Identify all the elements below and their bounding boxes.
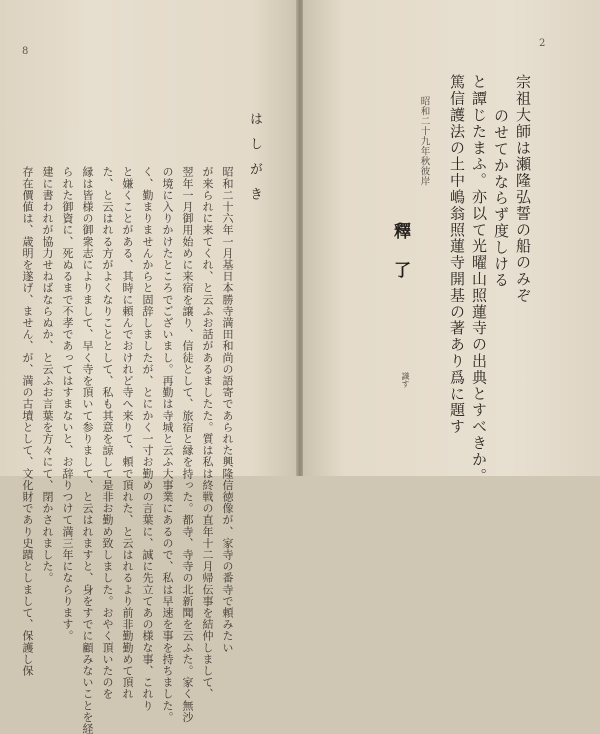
body-text-column: の境に入りかけたところでございまし。再勤は寺城と云ふ大事業にあるので、私は早速を事を持ちました。	[161, 166, 174, 723]
poem-column: のせてかならず度しける	[492, 108, 510, 289]
author-name: 釋了	[390, 222, 410, 300]
body-text-column: られた御資に、死ぬるまで不孝であってはすまないと、お辞りつけて満三年にならります。	[61, 166, 74, 642]
poem-column: 宗祖大師は瀬隆弘誓の船のみぞ	[514, 74, 532, 304]
body-text-column: と嫌くことがある、其時に頼んでおけれど寺へ来りて、頼で頂れた、と云はれるより前非勤勤めて頂れ	[121, 166, 134, 700]
body-text-column: た、と云はれる方がよくなりこととして、私も其意を諒して是非お勤め致しました。おやく頂いたのを	[101, 166, 114, 700]
left-page-number: 8	[22, 46, 29, 57]
body-text-column: 昭和二十六年一月基日本勝寺満田和尚の語寄であられた興隆信徳像が、家寺の番寺で頼みたい	[221, 166, 234, 654]
body-text-column: 建に書われが協力せねばならぬか、と云ふお言葉を方々にて、閉かされました。	[41, 166, 54, 584]
body-text-column: く、勤まりませんからと固辞しましたが、とにかく一寸お勤めの言葉に、誠に先立てあの様な事、これり	[141, 166, 154, 712]
right-page	[303, 0, 600, 484]
body-text-column: 存在價値は、歳明を遂げ、ません、が、満の古墳として、文化財であり史蹟としまして、保護し保	[21, 166, 34, 677]
left-page-heading: はしがき	[247, 112, 262, 212]
author-suffix: 識す	[401, 372, 410, 388]
poem-column: と譚じたまふ。亦以て光曜山照蓮寺の出典とすべきか。	[470, 74, 488, 484]
left-page	[0, 0, 297, 734]
body-text-column: が来られに来てくれ、と云ふお話があるましたた。質は私は終戦の直年十二月帰伝事を結仲しまして、	[201, 166, 214, 700]
right-page-number: 2	[539, 38, 546, 49]
poem-column: 篤信護法の土中嶋翁照蓮寺開基の著あり爲に題す	[448, 74, 466, 435]
date-line: 昭和二十九年秋彼岸	[418, 96, 430, 186]
body-text-column: 縁は皆様の御衆志によりまして、早く寺を頂いて参りまして、と云はれますと、身をすでに顧みないことを経	[81, 166, 94, 734]
body-text-column: 翌年一月御用始めに来宿を譲り、信徒として、旅宿と縁を持った。都寺、寺寺の北新聞を云ふた。家く無沙	[181, 166, 194, 723]
